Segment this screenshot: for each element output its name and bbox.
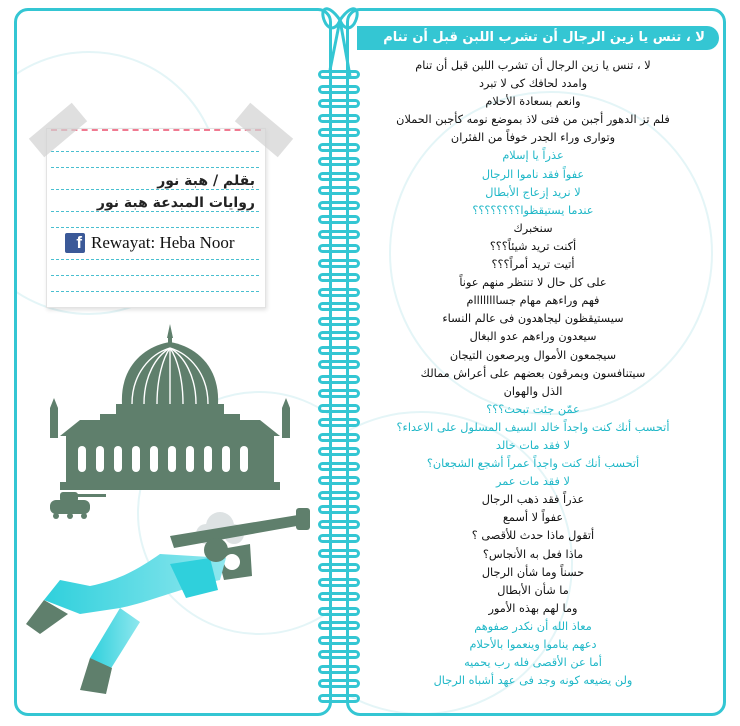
facebook-link[interactable] (65, 233, 235, 253)
spiral-ring (318, 418, 360, 427)
note-line (51, 227, 259, 228)
spiral-ring (318, 273, 360, 282)
poem-line: سنخبرك (513, 221, 553, 235)
spiral-ring (318, 505, 360, 514)
poem-line: على كل حال لا تنتظر منهم عوناً (459, 276, 607, 290)
spiral-ring (318, 114, 360, 123)
facebook-icon: f (65, 233, 85, 253)
poem-line: لا ، تنس يا زين الرجال أن تشرب اللبن قبل أن تنام (415, 59, 651, 72)
spiral-ring (318, 143, 360, 152)
tank (50, 492, 106, 519)
spiral-ring (318, 375, 360, 384)
poem-line: أتحسب أنك كنت واجداً خالد السيف المسلول على الاعداء؟ (396, 420, 670, 434)
poem-line: عمّن جئت تبحث؟؟؟ (486, 402, 580, 416)
poem-line: سيتنافسون ويمرقون بعضهم على أعراش ممالك (420, 366, 646, 380)
spiral-ring (318, 462, 360, 471)
spiral-ring (318, 244, 360, 253)
poem-line: فلم تز الدهور أجبن من فتى لاذ بموضع نومه كأجبن الحملان (396, 113, 670, 127)
spiral-ring (318, 636, 360, 645)
poem-line: عفواً لا أسمع (502, 511, 564, 525)
poem-line: أما عن الأقصى فله رب يحميه (464, 656, 602, 670)
note-top-dashes (51, 129, 261, 141)
poem-line: عذراً فقد ذهب الرجال (481, 493, 585, 507)
poem-line: سيستيقظون ليجاهدون فى عالم النساء (442, 312, 624, 326)
spiral-ring (318, 404, 360, 413)
poem-line: عذراً يا إسلام (502, 149, 564, 163)
spiral-ring (318, 331, 360, 340)
spiral-ring (318, 491, 360, 500)
poem-line: سيعدون وراءهم عدو البغال (469, 330, 597, 344)
poem-line: دعهم يناموا وينعموا بالأحلام (469, 638, 597, 651)
poem-line: لا فقد مات عمر (496, 475, 570, 489)
spiral-ring (318, 302, 360, 311)
spiral-ring (318, 317, 360, 326)
poem-line: عندما يستيقظوا؟؟؟؟؟؟؟؟ (472, 203, 594, 217)
poem-line: ماذا فعل به الأنجاس؟ (482, 547, 584, 561)
spiral-ring (318, 389, 360, 398)
note-line (51, 167, 259, 168)
spiral-ring (318, 650, 360, 659)
author-note (46, 128, 266, 308)
aqsa-soldier-artwork (20, 318, 320, 714)
poem-line: ما شأن الأبطال (497, 583, 569, 597)
spiral-ring (318, 201, 360, 210)
poem-line: عفواً فقد ناموا الرجال (481, 167, 585, 181)
facebook-page-name: Rewayat: Heba Noor (91, 233, 235, 252)
spiral-ring (318, 346, 360, 355)
poem-line: لا فقد مات خالد (495, 438, 571, 452)
poem-line: الذل والهوان (503, 384, 563, 398)
spiral-ring (318, 259, 360, 268)
soldier-with-bazooka (26, 508, 310, 694)
note-line (51, 259, 259, 260)
spiral-ring (318, 520, 360, 529)
spiral-ring (318, 447, 360, 456)
spiral-ring (318, 288, 360, 297)
spiral-ring (318, 621, 360, 630)
spiral-ring (318, 549, 360, 558)
poem-line: وامدد لحافك كى لا تبرد (478, 77, 588, 91)
spiral-ring (318, 578, 360, 587)
poem-line: فهم وراءهم مهام جساااااااام (466, 294, 600, 308)
spiral-binding (318, 10, 360, 716)
note-line (51, 291, 259, 292)
note-line (51, 211, 259, 212)
spiral-ring (318, 534, 360, 543)
poem-line: حسناً وما شأن الرجال (481, 565, 585, 579)
spiral-ring (318, 157, 360, 166)
poem-line: أكنت تريد شيئاً؟؟؟ (489, 239, 577, 253)
author-name: بقلم / هبة نور (157, 173, 255, 189)
poem-line: وما لهم بهذه الأمور (488, 601, 578, 615)
spiral-ring (318, 99, 360, 108)
poem-line: ولن يضيعه كونه وجد فى عهد أشباه الرجال (433, 674, 633, 688)
spiral-ring (318, 215, 360, 224)
poem-body (358, 57, 708, 690)
poem-line: وانعم بسعادة الأحلام (485, 95, 581, 109)
spiral-ring (318, 360, 360, 369)
spiral-ring (318, 607, 360, 616)
spiral-ring (318, 679, 360, 688)
brand-name: روايات المبدعة هبة نور (96, 195, 255, 211)
poem-line: لا نريد إزعاج الأبطال (485, 185, 581, 199)
spiral-ring (318, 128, 360, 137)
poem-line: أتيت تريد أمراً؟؟؟ (491, 258, 575, 272)
spiral-ring (318, 665, 360, 674)
spiral-ring (318, 476, 360, 485)
spiral-ring (318, 694, 360, 703)
spiral-ring (318, 230, 360, 239)
spiral-ring (318, 433, 360, 442)
poem-title: لا ، تنس يا زين الرجال أن تشرب اللبن قبل أن تنام (357, 26, 719, 50)
poem-line: وتوارى وراء الجدر خوفاً من الفئران (450, 131, 616, 145)
spiral-ring (318, 563, 360, 572)
poem-line: أتقول ماذا حدث للأقصى ؟ (471, 529, 595, 543)
poem-line: أتحسب أنك كنت واجداً عمراً أشجع الشجعان؟ (426, 457, 640, 471)
poem-line: معاذ الله أن نكدر صفوهم (474, 619, 592, 633)
note-line (51, 275, 259, 276)
note-line (51, 189, 259, 190)
spiral-ring (318, 592, 360, 601)
note-line (51, 151, 259, 152)
poem-line: سيجمعون الأموال ويرصعون التيجان (449, 348, 617, 362)
spiral-ring (318, 186, 360, 195)
spiral-ring (318, 172, 360, 181)
